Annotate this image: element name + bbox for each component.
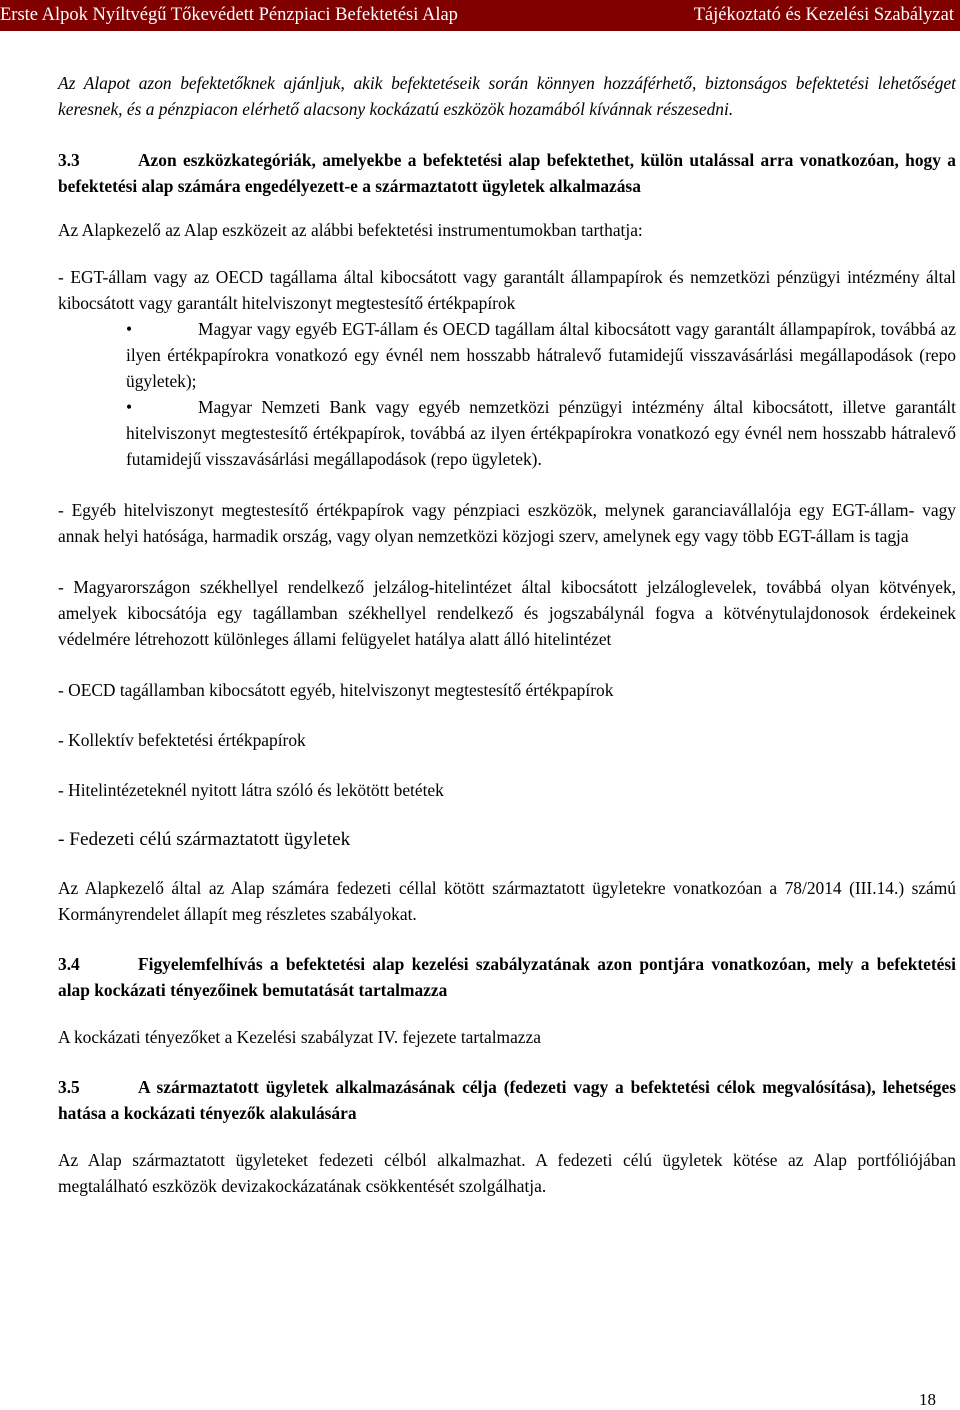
section-3-5-body: Az Alap származtatott ügyleteket fedezeti célból alkalmazhat. A fedezeti célú ügyletek kötése az Alap portfóliójában megtalálható eszközök devizakockázatának csökkentését szolgálhatja.	[58, 1150, 956, 1196]
list-item-text: Magyar Nemzeti Bank vagy egyéb nemzetközi pénzügyi intézmény által kibocsátott, illetve garantált hitelviszonyt megtestesítő értékpapírok, továbbá az ilyen értékpapírokra vonatkozó egy évnél nem hosszabb hátralevő futamidejű visszavásárlási megállapodások (repo ügyletek).	[126, 397, 956, 469]
bullet-icon: •	[126, 397, 133, 417]
header-document-title: Tájékoztató és Kezelési Szabályzat	[693, 5, 954, 25]
list-item	[58, 394, 956, 472]
section-3-4-heading	[58, 951, 956, 1003]
section-number: 3.3	[58, 150, 80, 170]
hedging-note: Az Alapkezelő által az Alap számára fedezeti céllal kötött származtatott ügyletekre vonatkozóan a 78/2014 (III.14.) számú Kormányrendelet állapít meg részletes szabályokat.	[58, 878, 956, 924]
egt-paragraph: - EGT-állam vagy az OECD tagállama által kibocsátott vagy garantált állampapírok és nemzetközi pénzügyi intézmény által kibocsátott vagy garantált hitelviszonyt megtestesítő értékpapírok	[58, 267, 956, 313]
list-item	[58, 316, 956, 394]
mortgage-paragraph: - Magyarországon székhellyel rendelkező jelzálog-hitelintézet által kibocsátott jelzáloglevelek, továbbá olyan kötvények, amelyek kibocsátója egy tagállamban székhellyel rendelkező és jogszabálynál fogva a kötvénytulajdonosok érdekeinek védelmére létrehozott különleges állami felügyelet hatálya alatt álló hitelintézet	[58, 577, 956, 649]
section-3-5-heading	[58, 1074, 956, 1126]
bullet-icon: •	[126, 319, 133, 339]
section-number: 3.5	[58, 1077, 80, 1097]
section-3-3-heading	[58, 147, 956, 199]
collective-paragraph: - Kollektív befektetési értékpapírok	[58, 730, 306, 750]
section-number: 3.4	[58, 954, 80, 974]
document-body	[58, 70, 956, 1199]
other-debt-paragraph: - Egyéb hitelviszonyt megtestesítő értékpapírok vagy pénzpiaci eszközök, melynek garanciavállalója egy EGT-állam- vagy annak helyi hatósága, harmadik ország, vagy olyan nemzetközi közjogi szerv, amelynek egy vagy több EGT-állam is tagja	[58, 500, 956, 546]
list-item-text: Magyar vagy egyéb EGT-állam és OECD tagállam által kibocsátott vagy garantált állampapírok, továbbá az ilyen értékpapírokra vonatkozó egy évnél nem hosszabb hátralevő futamidejű visszavásárlási megállapodások (repo ügyletek);	[126, 319, 956, 391]
page-number: 18	[919, 1390, 936, 1409]
intro-paragraph: Az Alapot azon befektetőknek ajánljuk, akik befektetéseik során könnyen hozzáférhető, biztonságos befektetési lehetőséget keresnek, és a pénzpiacon elérhető alacsony kockázatú eszközök hozamából kívánnak részesedni.	[58, 73, 956, 119]
section-3-4-body: A kockázati tényezőket a Kezelési szabályzat IV. fejezete tartalmazza	[58, 1027, 541, 1047]
hedging-paragraph: - Fedezeti célú származtatott ügyletek	[58, 829, 351, 850]
section-title: Azon eszközkategóriák, amelyekbe a befektetési alap befektethet, külön utalással arra vonatkozóan, hogy a befektetési alap számára engedélyezett-e a származtatott ügyletek alkalmazása	[58, 150, 956, 196]
page-header	[0, 0, 960, 31]
oecd-paragraph: - OECD tagállamban kibocsátott egyéb, hitelviszonyt megtestesítő értékpapírok	[58, 680, 614, 700]
section-title: A származtatott ügyletek alkalmazásának célja (fedezeti vagy a befektetési célok megvalósítása), lehetséges hatása a kockázati tényezők alakulására	[58, 1077, 956, 1123]
section-3-3-lead: Az Alapkezelő az Alap eszközeit az alábbi befektetési instrumentumokban tarthatja:	[58, 220, 643, 240]
section-title: Figyelemfelhívás a befektetési alap kezelési szabályzatának azon pontjára vonatkozóan, mely a befektetési alap kockázati tényezőinek bemutatását tartalmazza	[58, 954, 956, 1000]
deposits-paragraph: - Hitelintézeteknél nyitott látra szóló és lekötött betétek	[58, 780, 444, 800]
header-fund-name: Erste Alpok Nyíltvégű Tőkevédett Pénzpiaci Befektetési Alap	[0, 5, 458, 25]
